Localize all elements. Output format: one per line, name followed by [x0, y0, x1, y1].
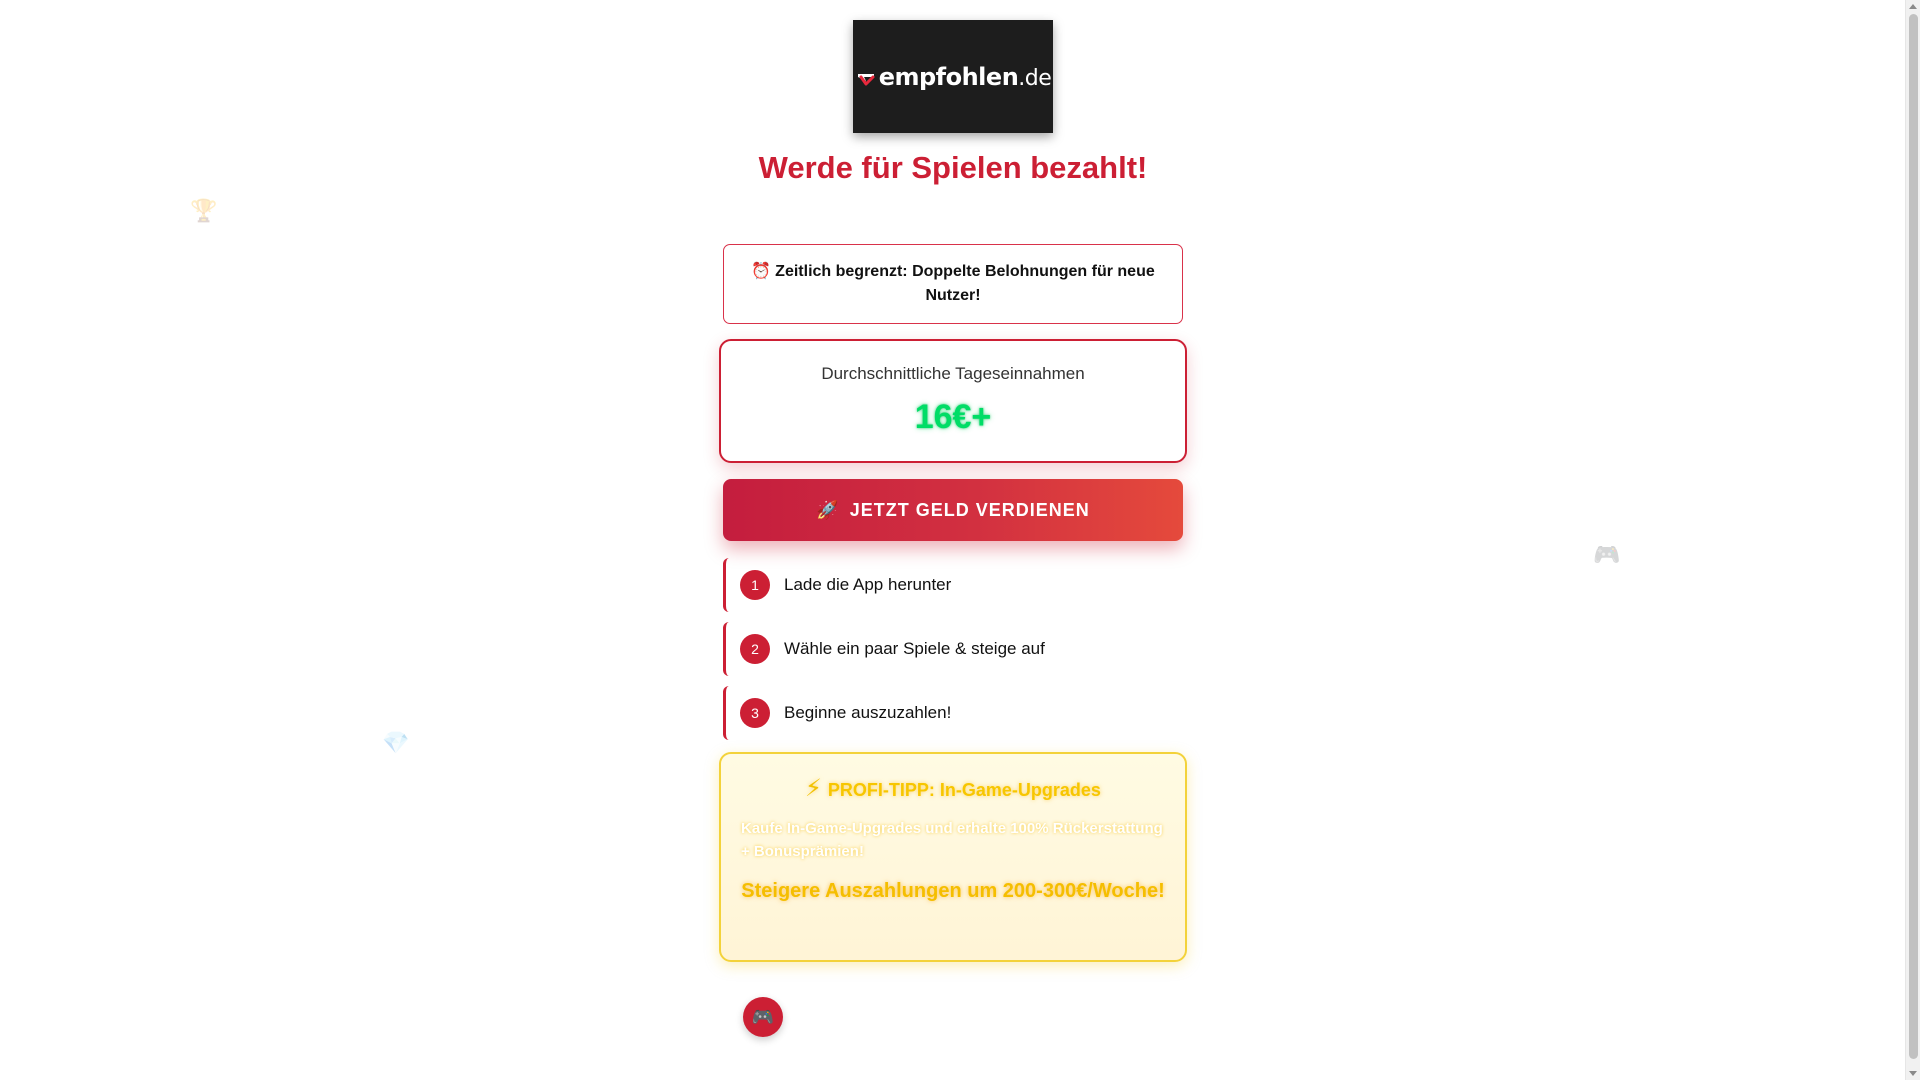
checkmark-heart-icon — [855, 71, 877, 87]
step-text: Wähle ein paar Spiele & steige auf — [784, 639, 1045, 658]
step-number: 2 — [740, 634, 770, 664]
step-item — [723, 558, 1183, 612]
scroll-down-arrow-icon[interactable] — [1909, 1071, 1917, 1076]
logo-tld: .de — [1018, 65, 1052, 91]
logo-name: empfohlen — [878, 62, 1019, 91]
alarm-clock-icon: ⏰ — [751, 263, 772, 280]
earn-money-button[interactable] — [723, 479, 1183, 541]
gamepad-floating-button[interactable] — [743, 997, 783, 1037]
trophy-deco-icon: 🏆 — [190, 198, 218, 223]
brand-logo[interactable] — [853, 20, 1053, 133]
daily-earnings-card — [719, 339, 1187, 463]
earnings-value: 16€+ — [914, 398, 992, 436]
rocket-icon: 🚀 — [816, 499, 840, 520]
step-item — [723, 686, 1183, 740]
logo-wordmark — [855, 63, 1052, 91]
lightning-icon: ⚡ — [805, 775, 822, 802]
step-item — [723, 622, 1183, 676]
notice-text: Zeitlich begrenzt: Doppelte Belohnungen für neue Nutzer! — [775, 263, 1155, 304]
tip-description: Kaufe In-Game-Upgrades und erhalte 100% Rückerstattung + Bonusprämien! — [741, 820, 1163, 860]
tip-title-text: PROFI-TIPP: In-Game-Upgrades — [827, 780, 1101, 800]
cta-label: JETZT GELD VERDIENEN — [849, 499, 1090, 520]
vertical-scrollbar[interactable] — [1905, 0, 1920, 1080]
pro-tip-card — [719, 752, 1187, 962]
tip-title — [741, 774, 1165, 803]
step-number: 1 — [740, 570, 770, 600]
earnings-label: Durchschnittliche Tageseinnahmen — [821, 364, 1085, 383]
limited-offer-notice — [723, 244, 1183, 324]
scroll-up-arrow-icon[interactable] — [1909, 4, 1917, 9]
step-text: Lade die App herunter — [784, 575, 952, 594]
gem-deco-icon: 💎 — [382, 730, 410, 755]
tip-boost: Steigere Auszahlungen um 200-300€/Woche! — [741, 880, 1165, 902]
step-number: 3 — [740, 698, 770, 728]
step-text: Beginne auszuzahlen! — [784, 703, 952, 722]
scrollbar-thumb[interactable] — [1909, 14, 1918, 1059]
gamepad-deco-icon: 🎮 — [1593, 542, 1621, 567]
gamepad-icon: 🎮 — [751, 1006, 775, 1027]
page-headline: Werde für Spielen bezahlt! — [758, 150, 1148, 185]
